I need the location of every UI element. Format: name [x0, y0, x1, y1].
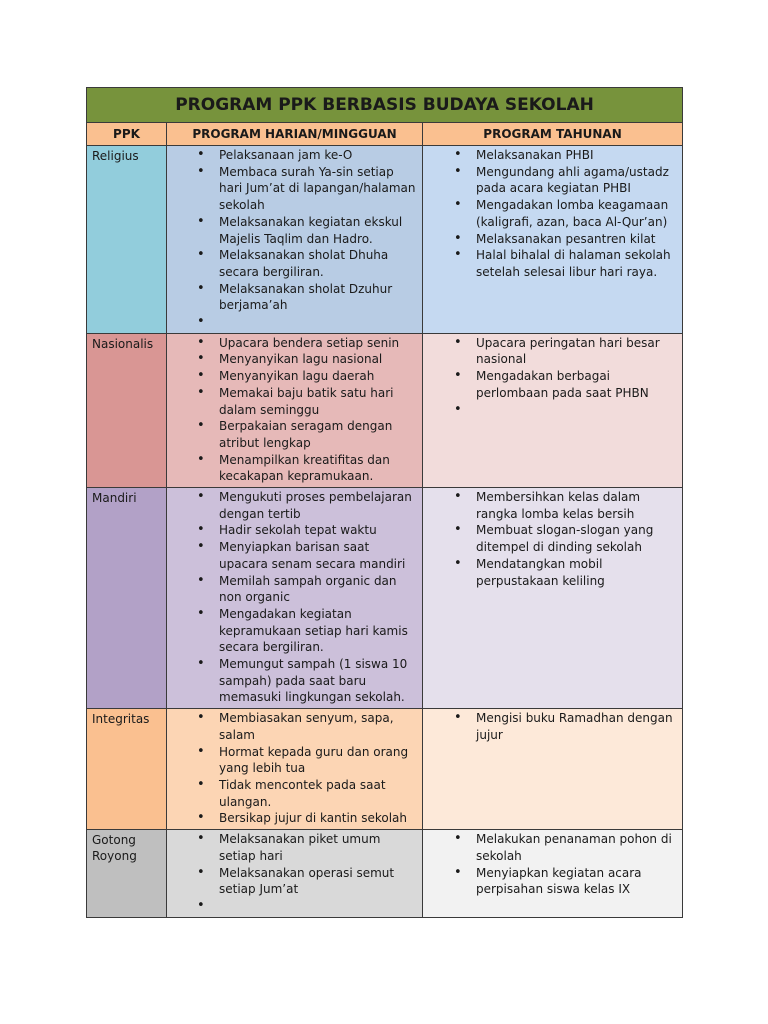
harian-list-cell: [167, 333, 423, 487]
header-ppk: PPK: [87, 123, 167, 146]
list-item: • Melaksanakan kegiatan ekskul Majelis Taqlim dan Hadro.: [219, 214, 416, 247]
list-item: • Melakukan penanaman pohon di sekolah: [476, 831, 676, 864]
category-mandiri: Mandiri: [87, 488, 167, 709]
list-item: • Melaksanakan operasi semut setiap Jum’at: [219, 865, 416, 898]
list-item: • Hadir sekolah tepat waktu: [219, 522, 416, 539]
list-item: • Halal bihalal di halaman sekolah setelah selesai libur hari raya.: [476, 247, 676, 280]
list-item: • Melaksanakan PHBI: [476, 147, 676, 164]
list-item: • Menampilkan kreatifitas dan kecakapan kepramukaan.: [219, 452, 416, 485]
list-item: • Membaca surah Ya-sin setiap hari Jum’at di lapangan/halaman sekolah: [219, 164, 416, 214]
list-item: • Membuat slogan-slogan yang ditempel di dinding sekolah: [476, 522, 676, 555]
list-item: • Melaksanakan piket umum setiap hari: [219, 831, 416, 864]
list-item: • Melaksanakan sholat Dzuhur berjama’ah: [219, 281, 416, 314]
list-item: • Tidak mencontek pada saat ulangan.: [219, 777, 416, 810]
tahunan-list-cell: [423, 146, 683, 334]
bullet-list: [423, 709, 682, 745]
list-item: [219, 898, 416, 915]
list-item: • Melaksanakan pesantren kilat: [476, 231, 676, 248]
tahunan-list-cell: [423, 333, 683, 487]
list-item: • Menyanyikan lagu nasional: [219, 351, 416, 368]
table-row: [87, 333, 683, 487]
tahunan-list-cell: [423, 488, 683, 709]
bullet-list: [423, 830, 682, 900]
list-item: • Hormat kepada guru dan orang yang lebih tua: [219, 744, 416, 777]
list-item: • Mengadakan berbagai perlombaan pada saat PHBN: [476, 368, 676, 401]
list-item: • Upacara bendera setiap senin: [219, 335, 416, 352]
list-item: • Membersihkan kelas dalam rangka lomba kelas bersih: [476, 489, 676, 522]
harian-list-cell: [167, 709, 423, 830]
list-item: • Pelaksanaan jam ke-O: [219, 147, 416, 164]
tahunan-list-cell: [423, 830, 683, 918]
list-item: • Berpakaian seragam dengan atribut lengkap: [219, 418, 416, 451]
tahunan-list-cell: [423, 709, 683, 830]
list-item: [219, 314, 416, 331]
bullet-list: [167, 830, 422, 917]
category-religius: Religius: [87, 146, 167, 334]
list-item: • Melaksanakan sholat Dhuha secara bergiliran.: [219, 247, 416, 280]
table-row: [87, 146, 683, 334]
table-row: [87, 488, 683, 709]
list-item: • Upacara peringatan hari besar nasional: [476, 335, 676, 368]
list-item: • Menyanyikan lagu daerah: [219, 368, 416, 385]
harian-list-cell: [167, 830, 423, 918]
header-program-tahunan: PROGRAM TAHUNAN: [423, 123, 683, 146]
list-item: • Mengadakan kegiatan kepramukaan setiap hari kamis secara bergiliran.: [219, 606, 416, 656]
bullet-list: [167, 334, 422, 487]
bullet-list: [423, 146, 682, 283]
list-item: • Membiasakan senyum, sapa, salam: [219, 710, 416, 743]
category-gotong-royong: Gotong Royong: [87, 830, 167, 918]
list-item: • Menyiapkan barisan saat upacara senam secara mandiri: [219, 539, 416, 572]
bullet-list: [423, 488, 682, 591]
list-item: • Memilah sampah organic dan non organic: [219, 573, 416, 606]
list-item: • Mendatangkan mobil perpustakaan keliling: [476, 556, 676, 589]
bullet-list: [167, 146, 422, 333]
ppk-program-table: [86, 87, 683, 918]
table-row: [87, 830, 683, 918]
list-item: • Menyiapkan kegiatan acara perpisahan siswa kelas IX: [476, 865, 676, 898]
bullet-list: [423, 334, 682, 421]
harian-list-cell: [167, 488, 423, 709]
list-item: • Mengadakan lomba keagamaan (kaligrafi, azan, baca Al-Qur’an): [476, 197, 676, 230]
list-item: • Memungut sampah (1 siswa 10 sampah) pada saat baru memasuki lingkungan sekolah.: [219, 656, 416, 706]
list-item: [476, 402, 676, 419]
header-program-harian: PROGRAM HARIAN/MINGGUAN: [167, 123, 423, 146]
bullet-list: [167, 488, 422, 708]
list-item: • Memakai baju batik satu hari dalam seminggu: [219, 385, 416, 418]
category-nasionalis: Nasionalis: [87, 333, 167, 487]
harian-list-cell: [167, 146, 423, 334]
table-row: [87, 709, 683, 830]
list-item: • Mengisi buku Ramadhan dengan jujur: [476, 710, 676, 743]
category-integritas: Integritas: [87, 709, 167, 830]
table-title: PROGRAM PPK BERBASIS BUDAYA SEKOLAH: [87, 88, 683, 123]
list-item: • Mengukuti proses pembelajaran dengan tertib: [219, 489, 416, 522]
bullet-list: [167, 709, 422, 829]
list-item: • Bersikap jujur di kantin sekolah: [219, 810, 416, 827]
list-item: • Mengundang ahli agama/ustadz pada acara kegiatan PHBI: [476, 164, 676, 197]
